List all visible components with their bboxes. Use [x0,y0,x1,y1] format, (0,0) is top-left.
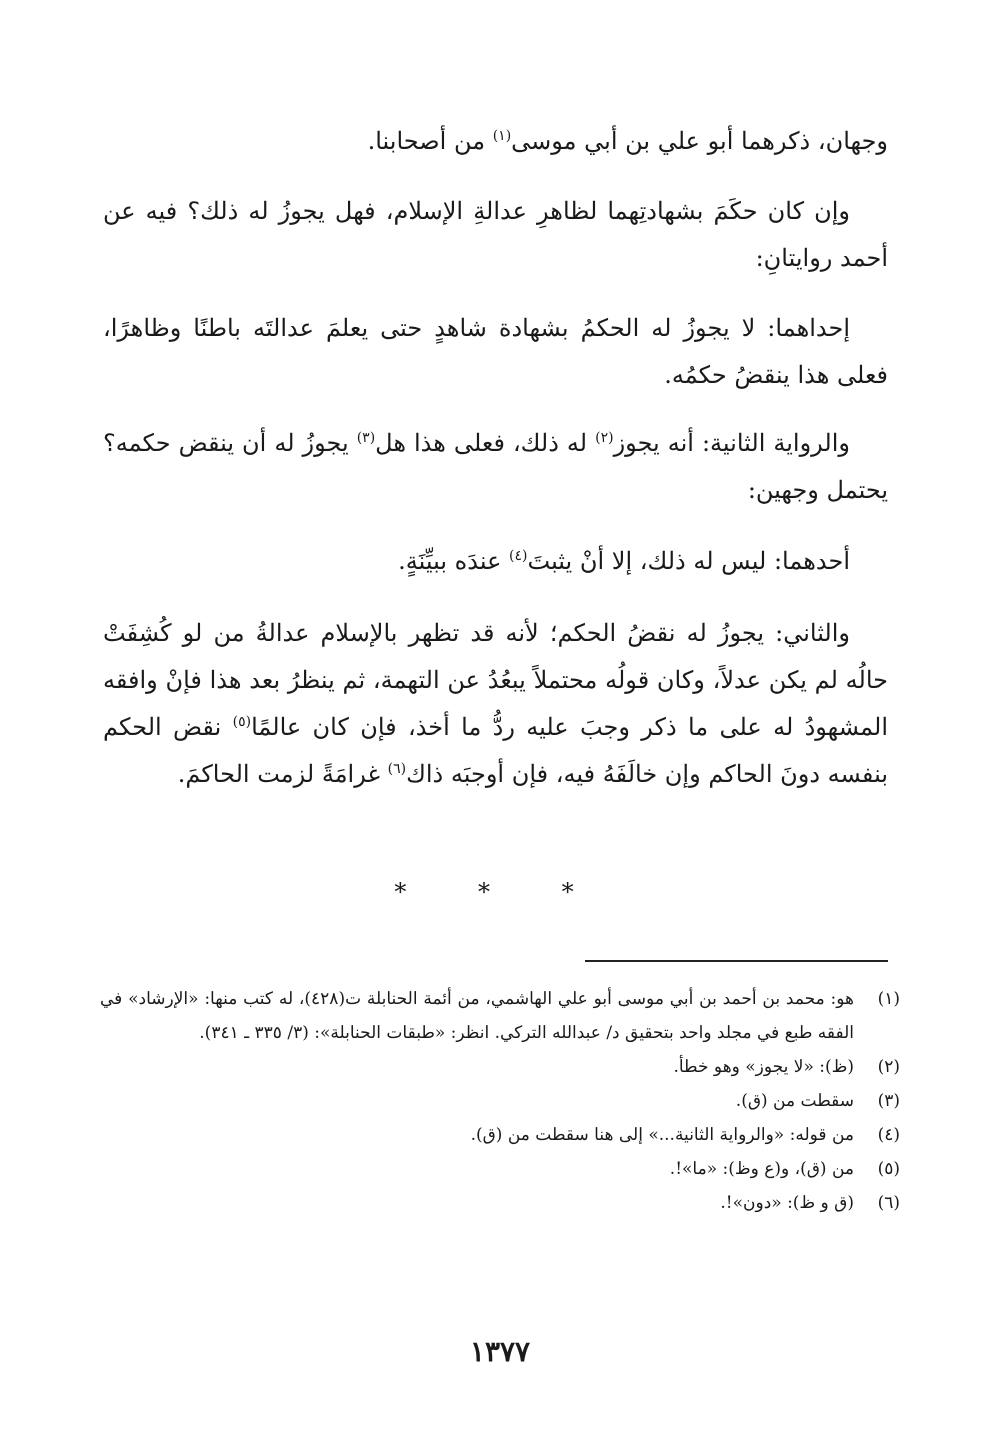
footnote-ref-4: (٤) [509,548,528,564]
paragraph-4 [103,420,888,514]
footnote-text: من قوله: «والرواية الثانية...» إلى هنا سقطت من (ق). [470,1125,854,1145]
footnote-ref-2: (٢) [595,430,614,446]
footnote-ref-3: (٣) [356,430,376,446]
footnote-number: (١) [877,989,900,1009]
footnote-6 [100,1186,900,1220]
paragraph-6-text-c: غرامَةً لزمت الحاكمَ. [177,760,388,788]
footnote-1 [100,982,900,1050]
paragraph-5-text-a: أحدهما: ليس له ذلك، إلا أنْ يثبتَ [527,547,850,575]
footnote-text: (ظ): «لا يجوز» وهو خطأ. [673,1057,854,1077]
page-number: ١٣٧٧ [469,1335,531,1368]
footnote-number: (٥) [877,1159,900,1179]
paragraph-5-text-b: عندَه ببيِّنَةٍ. [398,547,510,575]
footnote-number: (٤) [877,1125,900,1145]
paragraph-6-text-a: والثاني: يجوزُ له نقضُ الحكم؛ لأنه قد تظهر بالإسلام عدالةُ من لو كُشِفَتْ حالُه لم يكن عدلاً، وكان قولُه محتملاً يبعُدُ عن التهمة، ثم ينظرُ بعد هذا فإنْ وافقه المشهودُ له على ما ذكر وجبَ عليه ردُّ ما أخذ، فإن كان عالمًا [103,619,888,741]
footnote-5 [100,1152,900,1186]
footnote-text: هو: محمد بن أحمد بن أبي موسى أبو علي الهاشمي، من أئمة الحنابلة ت(٤٢٨)، له كتب منها: «الإرشاد» في الفقه طبع في مجلد واحد بتحقيق د/ عبدالله التركي. انظر: «طبقات الحنابلة»: (٣/ ٣٣٥ ـ ٣٤١). [100,989,855,1043]
paragraph-1 [103,118,888,165]
footnotes [100,982,900,1220]
footnote-text: (ق و ظ): «دون»!. [720,1193,854,1213]
section-separator: * * * [394,878,606,906]
footnote-2 [100,1050,900,1084]
footnote-ref-5: (٥) [232,714,252,730]
footnote-number: (٦) [877,1193,900,1213]
footnote-number: (٣) [877,1091,900,1111]
paragraph-2 [103,188,888,282]
footnote-text: سقطت من (ق). [735,1091,854,1111]
paragraph-4-text-c: يجوزُ له أن ينقض حكمه؟ يحتمل وجهين: [103,429,888,504]
footnote-ref-1: (١) [492,128,512,144]
footnote-3 [100,1084,900,1118]
paragraph-3 [103,305,888,399]
paragraph-1-text-b: من أصحابنا. [367,127,493,155]
footnote-number: (٢) [877,1057,900,1077]
paragraph-4-text-b: له ذلك، فعلى هذا هل [375,429,596,457]
paragraph-1-text-a: وجهان، ذكرهما أبو علي بن أبي موسى [511,127,888,155]
paragraph-6-text-b: نقض الحكم بنفسه دونَ الحاكم وإن خالَفَهُ فيه، فإن أوجبَه ذاك [103,713,888,788]
paragraph-4-text-a: والرواية الثانية: أنه يجوز [613,429,850,457]
paragraph-5 [103,538,888,585]
paragraph-3-text: إحداهما: لا يجوزُ له الحكمُ بشهادة شاهدٍ حتى يعلمَ عدالتَه باطنًا وظاهرًا، فعلى هذا ينقضُ حكمُه. [103,314,888,389]
footnote-ref-6: (٦) [387,761,407,777]
footnote-4 [100,1118,900,1152]
paragraph-6 [103,610,888,798]
paragraph-2-text: وإن كان حكَمَ بشهادتِهما لظاهرِ عدالةِ الإسلام، فهل يجوزُ له ذلك؟ فيه عن أحمد روايتانِ: [103,197,888,272]
footnote-rule [585,960,888,962]
footnote-text: من (ق)، و(ع وظ): «ما»!. [669,1159,854,1179]
